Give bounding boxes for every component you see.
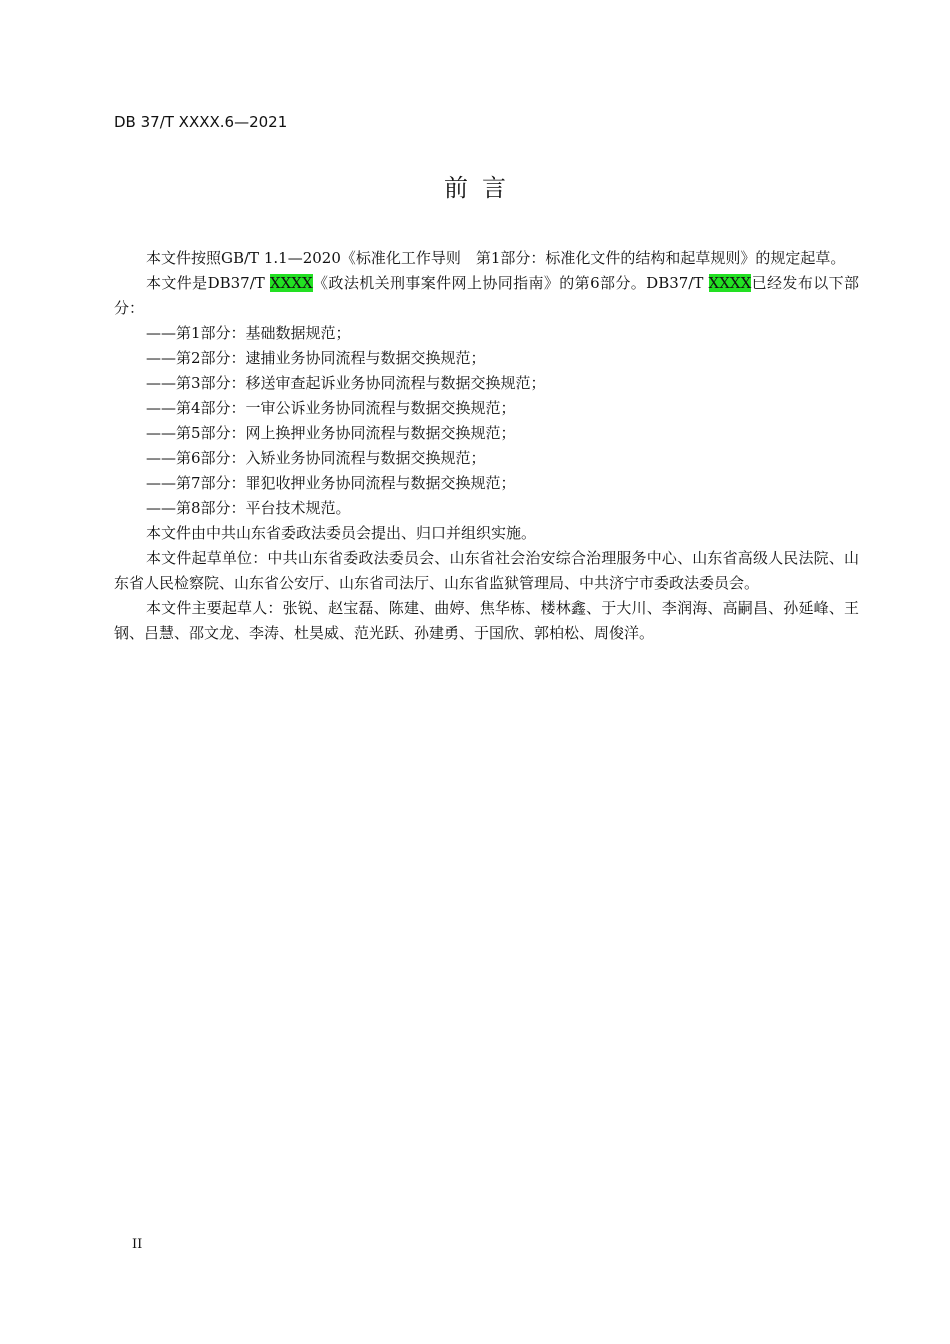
list-item: ——第2部分：逮捕业务协同流程与数据交换规范； [146,349,486,367]
paragraph-proposer: 本文件由中共山东省委政法委员会提出、归口并组织实施。 [146,524,537,542]
list-item: ——第6部分：入矫业务协同流程与数据交换规范； [146,449,486,467]
text: 已经发布以下部分： [114,274,859,317]
highlighted-placeholder: XXXX [708,274,752,292]
foreword-body [114,246,859,646]
paragraph-drafting-rules: 本文件按照GB/T 1.1—2020《标准化工作导则 第1部分：标准化文件的结构和起草规则》的规定起草。 [146,249,846,267]
list-item: ——第5部分：网上换押业务协同流程与数据交换规范； [146,424,516,442]
page-title: 前言 [444,174,520,202]
list-item: ——第4部分：一审公诉业务协同流程与数据交换规范； [146,399,516,417]
document-number: DB 37/T XXXX.6—2021 [114,113,288,131]
paragraph-part-info [114,271,859,321]
page-number: II [132,1237,143,1252]
paragraph-drafting-units: 本文件起草单位：中共山东省委政法委员会、山东省社会治安综合治理服务中心、山东省高级人民法院、山东省人民检察院、山东省公安厅、山东省司法厅、山东省监狱管理局、中共济宁市委政法委员会。 [114,549,859,592]
highlighted-placeholder: XXXX [269,274,313,292]
list-item: ——第1部分：基础数据规范； [146,324,351,342]
list-item: ——第8部分：平台技术规范。 [146,499,351,517]
list-item: ——第7部分：罪犯收押业务协同流程与数据交换规范； [146,474,516,492]
text: 《政法机关刑事案件网上协同指南》的第6部分。DB37/T [312,274,709,292]
paragraph-drafters: 本文件主要起草人：张锐、赵宝磊、陈建、曲婷、焦华栋、楼林鑫、于大川、李润海、高嗣昌、孙延峰、王钢、吕慧、邵文龙、李涛、杜昊威、范光跃、孙建勇、于国欣、郭柏松、周俊洋。 [114,599,859,642]
list-item: ——第3部分：移送审查起诉业务协同流程与数据交换规范； [146,374,546,392]
text: 本文件是DB37/T [146,274,270,292]
